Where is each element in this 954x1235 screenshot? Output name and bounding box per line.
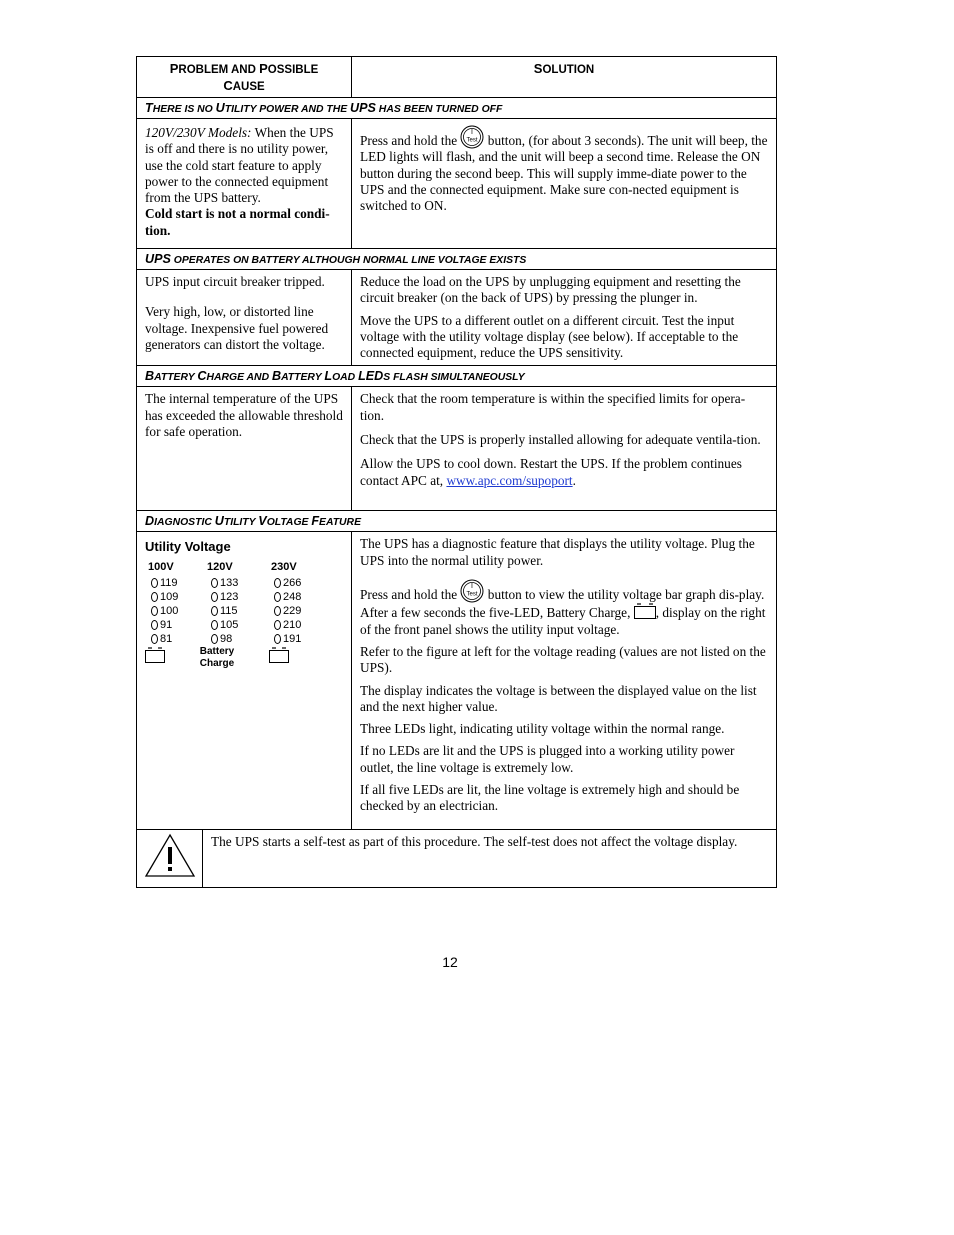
column-header-230v: 230V: [271, 561, 297, 574]
voltage-row: 91: [151, 619, 172, 631]
table-row: [137, 119, 777, 249]
section-heading-on-battery: UPS OPERATES ON BATTERY ALTHOUGH NORMAL LINE VOLTAGE EXISTS: [137, 249, 777, 270]
column-header-120v: 120V: [207, 561, 233, 574]
voltage-row: 229: [274, 605, 301, 617]
led-icon: [211, 578, 218, 588]
led-icon: [211, 620, 218, 630]
voltage-row: 210: [274, 619, 301, 631]
led-icon: [274, 606, 281, 616]
section-row: [137, 511, 777, 532]
voltage-row: 81: [151, 633, 172, 645]
voltage-row: 266: [274, 577, 301, 589]
problem-column-header: PROBLEM AND POSSIBLE CAUSE: [137, 57, 352, 98]
svg-text:I: I: [471, 583, 474, 591]
section-row: [137, 98, 777, 119]
utility-voltage-figure-cell: [137, 532, 352, 829]
utility-voltage-figure: [145, 536, 350, 676]
table-row: [137, 270, 777, 366]
section-row: [137, 366, 777, 387]
troubleshooting-table: [136, 56, 777, 888]
section-heading-leds-flash: BATTERY CHARGE AND BATTERY LOAD LEDS FLASH SIMULTANEOUSLY: [137, 366, 777, 387]
battery-charge-label: Battery Charge: [199, 646, 235, 670]
svg-text:Test: Test: [466, 137, 478, 144]
led-icon: [211, 634, 218, 644]
warning-icon-cell: [137, 829, 203, 887]
section-heading-utility-off: THERE IS NO UTILITY POWER AND THE UPS HAS BEEN TURNED OFF: [137, 98, 777, 119]
led-icon: [274, 634, 281, 644]
voltage-row: 123: [211, 591, 238, 603]
solution-cell-cold-start: Press and hold the I Test button, (for about 3 seconds). The unit will beep, the LED lights will flash, and the unit will beep a second time. Release the ON button during the second beep. This will supply imme-diate power to the UPS and the connected equipment. Make sure con-nected equipment is switched to ON.: [352, 119, 777, 249]
test-button-icon: [460, 579, 484, 603]
led-icon: [151, 592, 158, 602]
led-icon: [211, 592, 218, 602]
column-header-100v: 100V: [148, 561, 174, 574]
voltage-row: 191: [274, 633, 301, 645]
battery-icon: [269, 647, 289, 663]
cold-start-warning: Cold start is not a normal condi-tion.: [145, 206, 330, 238]
led-icon: [151, 634, 158, 644]
problem-cell-temperature: The internal temperature of the UPS has exceeded the allowable threshold for safe operation.: [137, 387, 352, 511]
voltage-row: 115: [211, 605, 238, 617]
note-row: [137, 829, 777, 887]
solution-cell-temperature: Check that the room temperature is within the specified limits for opera-tion. Check that the UPS is properly installed allowing for adequate ventila-tion. Allow the UPS to cool down. Restart the UPS. If the problem continues contact APC at, www.apc.com/supoport.: [352, 387, 777, 511]
voltage-row: 105: [211, 619, 238, 631]
problem-cell-cold-start: 120V/230V Models: When the UPS is off and there is no utility power, use the cold start feature to apply power to the connected equipment from the UPS battery. Cold start is not a normal condi-tion.: [137, 119, 352, 249]
led-icon: [274, 592, 281, 602]
battery-icon: [634, 603, 656, 619]
models-label: 120V/230V Models:: [145, 125, 252, 140]
battery-icon: [145, 647, 165, 663]
led-icon: [151, 606, 158, 616]
voltage-row: 100: [151, 605, 178, 617]
warning-triangle-icon: [137, 830, 203, 882]
table-header-row: [137, 57, 777, 98]
solution-cell-breaker: Reduce the load on the UPS by unplugging equipment and resetting the circuit breaker (on the back of UPS) by pressing the plunger in. Move the UPS to a different outlet on a different circuit. Test the input voltage with the utility voltage display (see below). If acceptable to the connected equipment, reduce the UPS sensitivity.: [352, 270, 777, 366]
voltage-row: 119: [151, 577, 178, 589]
figure-title: Utility Voltage: [145, 539, 231, 555]
svg-text:Test: Test: [466, 591, 478, 598]
page-number: 12: [442, 954, 458, 970]
voltage-row: 109: [151, 591, 178, 603]
table-row: [137, 387, 777, 511]
voltage-row: 133: [211, 577, 238, 589]
led-icon: [151, 578, 158, 588]
solution-column-header: SOLUTION: [352, 57, 777, 98]
test-button-icon: [460, 125, 484, 149]
note-cell: [203, 829, 777, 887]
led-icon: [211, 606, 218, 616]
svg-text:I: I: [471, 129, 474, 136]
led-icon: [151, 620, 158, 630]
table-row: [137, 532, 777, 829]
section-heading-diagnostic: DIAGNOSTIC UTILITY VOLTAGE FEATURE: [137, 511, 777, 532]
voltage-row: 98: [211, 633, 232, 645]
led-icon: [274, 578, 281, 588]
led-icon: [274, 620, 281, 630]
voltage-row: 248: [274, 591, 301, 603]
apc-support-link[interactable]: www.apc.com/supoport: [446, 472, 573, 488]
section-row: [137, 249, 777, 270]
solution-cell-diagnostic: The UPS has a diagnostic feature that displays the utility voltage. Plug the UPS into the normal utility power. Press and hold the I Test button to view the utility voltage bar graph dis-play. After a few seconds the five-LED, Battery Charge, , display on the right of the front panel shows the utility input voltage. Refer to the figure at left for the voltage reading (values are not listed on the UPS). The display indicates the voltage is between the displayed value on the list and the next higher value. Three LEDs light, indicating utility voltage within the normal range. If no LEDs are lit and the UPS is plugged into a working utility power outlet, the line voltage is extremely low. If all five LEDs are lit, the line voltage is extremely high and should be checked by an electrician.: [352, 532, 777, 829]
problem-cell-breaker: UPS input circuit breaker tripped. Very high, low, or distorted line voltage. Inexpensive fuel powered generators can distort the voltage.: [137, 270, 352, 366]
self-test-note: The UPS starts a self-test as part of this procedure. The self-test does not affect the voltage display.: [211, 833, 738, 849]
